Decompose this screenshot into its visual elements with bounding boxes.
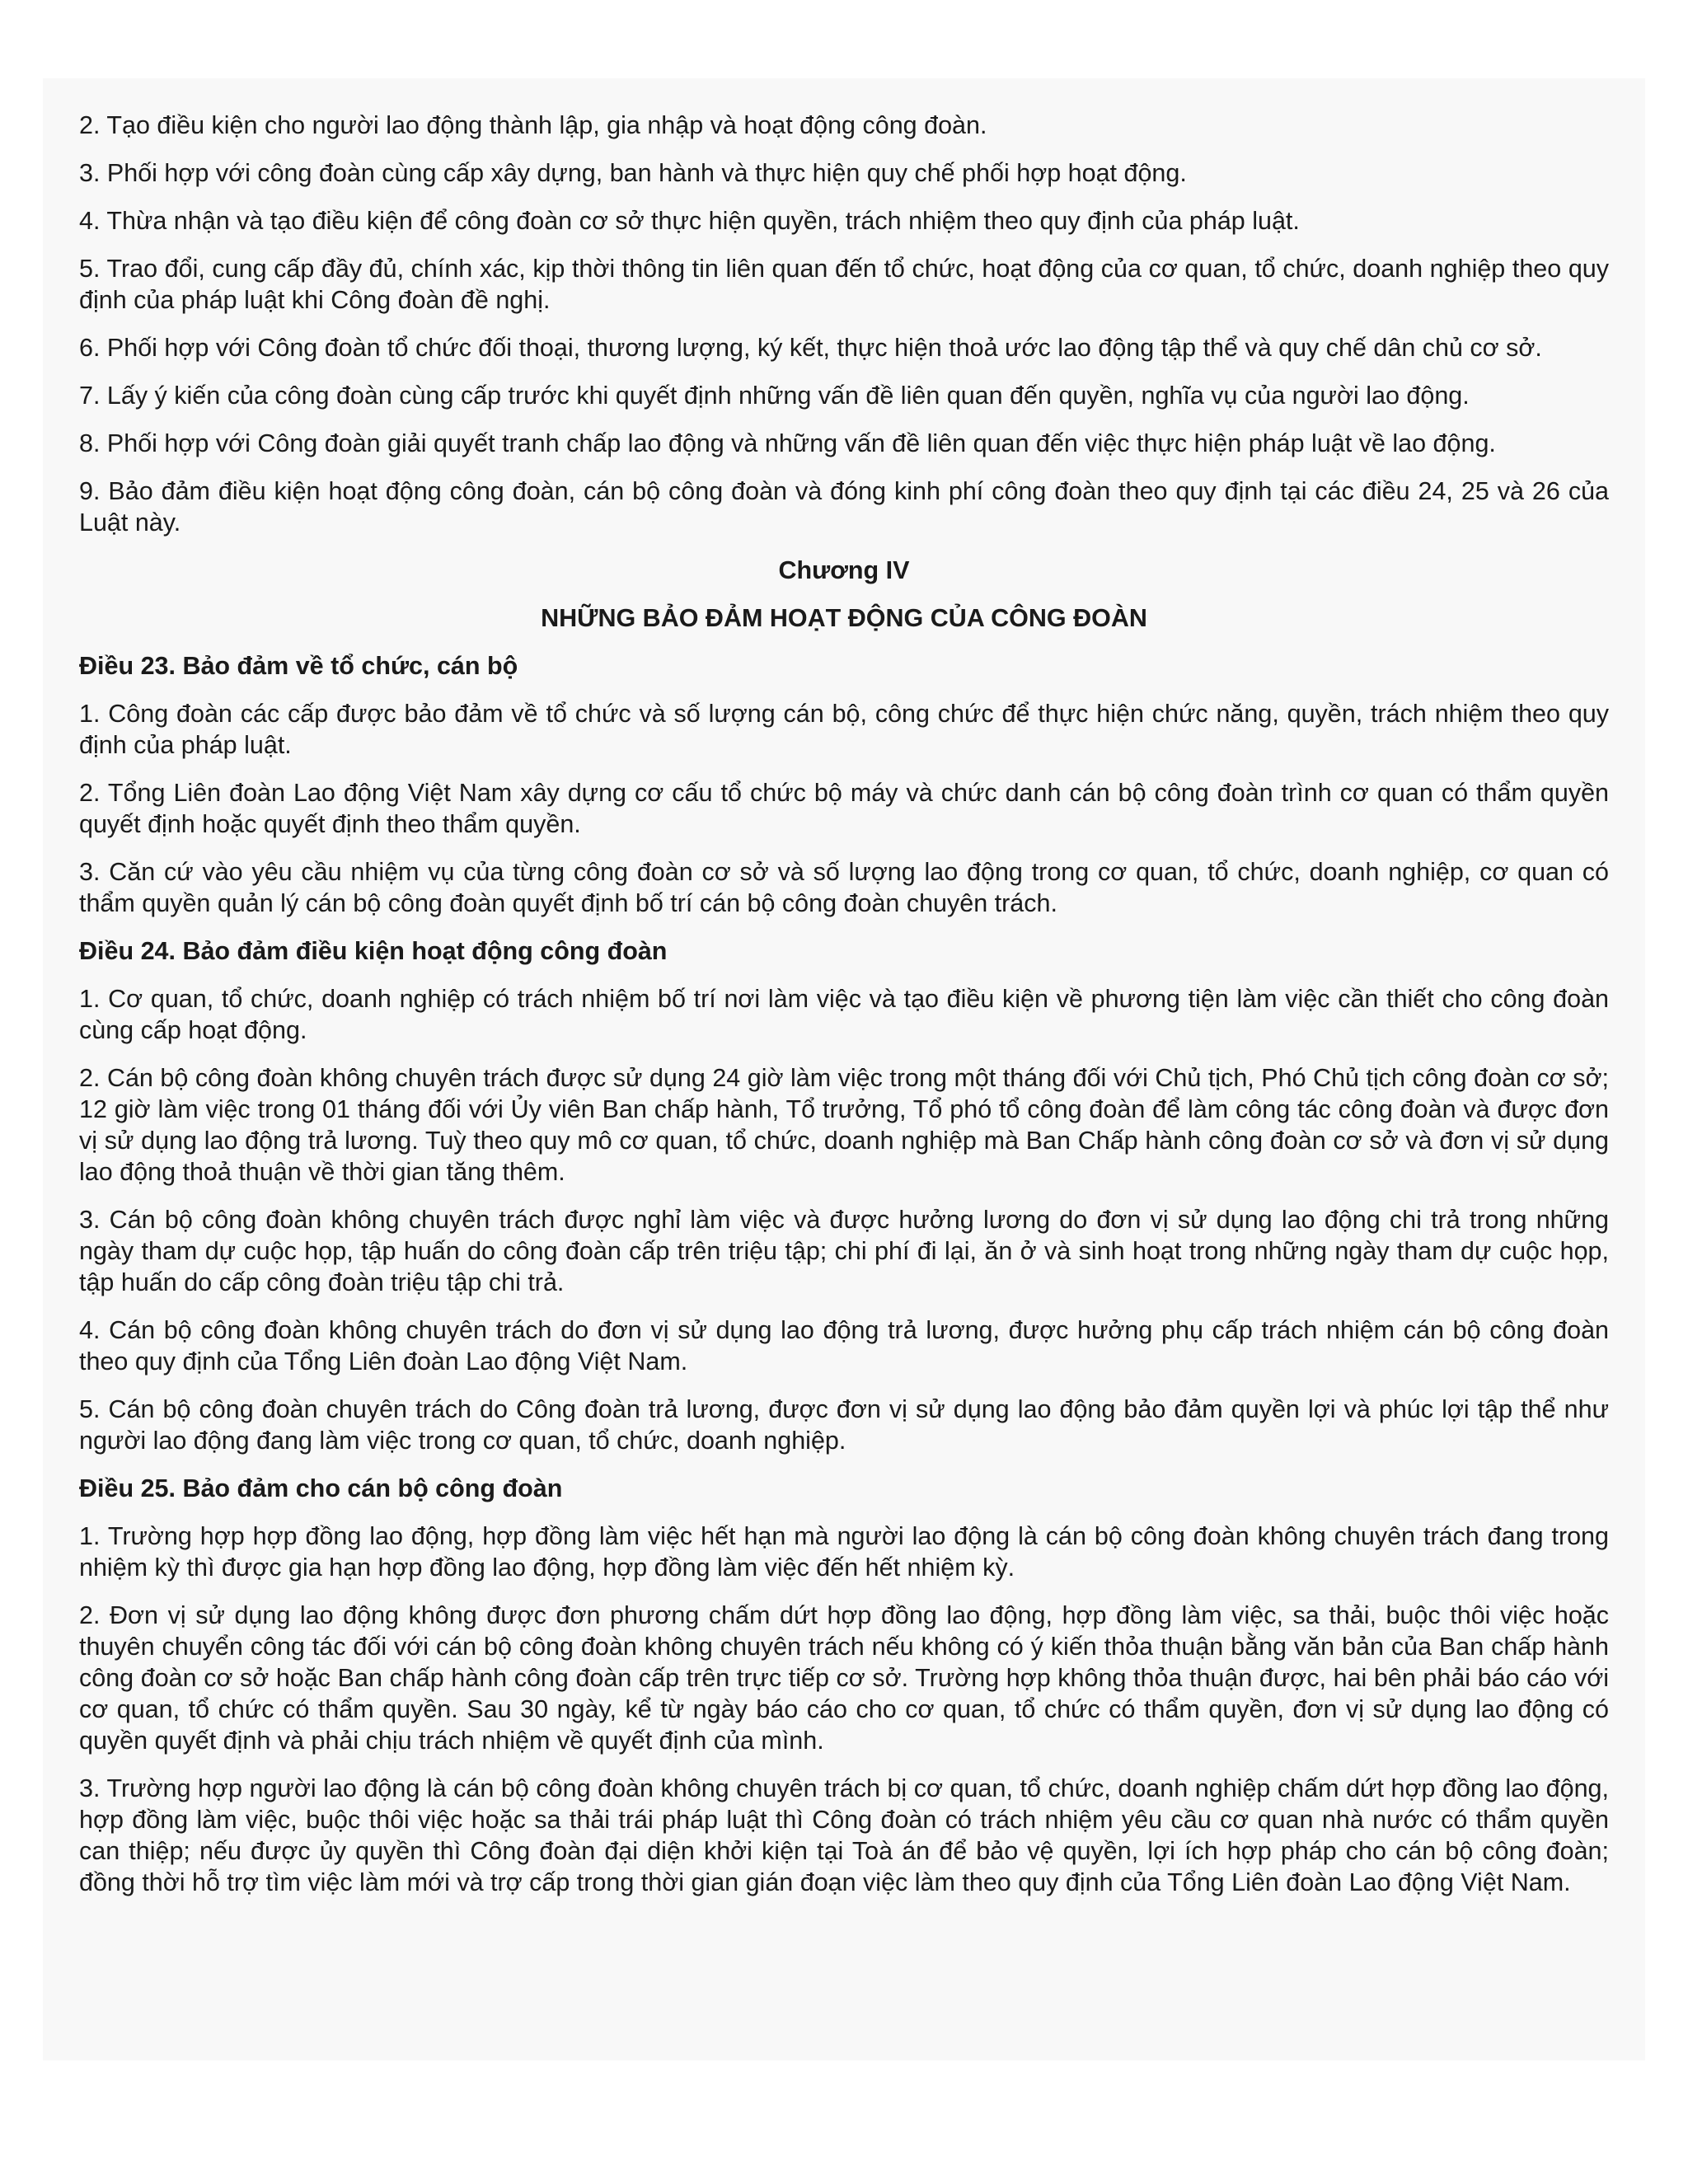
article-25-paragraph: 2. Đơn vị sử dụng lao động không được đơn phương chấm dứt hợp đồng lao động, hợp đồng làm việc, sa thải, buộc thôi việc hoặc thuyên chuyển công tác đối với cán bộ công đoàn không chuyên trách nếu không có ý kiến thỏa thuận bằng văn bản của Ban chấp hành công đoàn cơ sở hoặc Ban chấp hành công đoàn cấp trên trực tiếp cơ sở. Trường hợp không thỏa thuận được, hai bên phải báo cáo với cơ quan, tổ chức có thẩm quyền. Sau 30 ngày, kể từ ngày báo cáo cho cơ quan, tổ chức có thẩm quyền, đơn vị sử dụng lao động có quyền quyết định và phải chịu trách nhiệm về quyết định của mình. (79, 1601, 1609, 1755)
article-24-paragraph: 1. Cơ quan, tổ chức, doanh nghiệp có trách nhiệm bố trí nơi làm việc và tạo điều kiện về phương tiện làm việc cần thiết cho công đoàn cùng cấp hoạt động. (79, 985, 1609, 1044)
chapter-label: Chương IV (778, 556, 910, 584)
article-24-paragraph: 2. Cán bộ công đoàn không chuyên trách được sử dụng 24 giờ làm việc trong một tháng đối với Chủ tịch, Phó Chủ tịch công đoàn cơ sở; 12 giờ làm việc trong 01 tháng đối với Ủy viên Ban chấp hành, Tổ trưởng, Tổ phó tổ công đoàn để làm công tác công đoàn và được đơn vị sử dụng lao động trả lương. Tuỳ theo quy mô cơ quan, tổ chức, doanh nghiệp mà Ban Chấp hành công đoàn cơ sở và đơn vị sử dụng lao động thoả thuận về thời gian tăng thêm. (79, 1064, 1609, 1186)
list-item: 2. Tạo điều kiện cho người lao động thành lập, gia nhập và hoạt động công đoàn. (79, 111, 987, 139)
article-23-heading: Điều 23. Bảo đảm về tổ chức, cán bộ (79, 652, 518, 680)
article-25-heading: Điều 25. Bảo đảm cho cán bộ công đoàn (79, 1474, 563, 1502)
chapter-title: NHỮNG BẢO ĐẢM HOẠT ĐỘNG CỦA CÔNG ĐOÀN (541, 604, 1147, 632)
list-item: 5. Trao đổi, cung cấp đầy đủ, chính xác, kịp thời thông tin liên quan đến tổ chức, hoạt động của cơ quan, tổ chức, doanh nghiệp theo quy định của pháp luật khi Công đoàn đề nghị. (79, 255, 1609, 314)
list-item: 7. Lấy ý kiến của công đoàn cùng cấp trước khi quyết định những vấn đề liên quan đến quyền, nghĩa vụ của người lao động. (79, 382, 1470, 410)
article-24-paragraph: 5. Cán bộ công đoàn chuyên trách do Công đoàn trả lương, được đơn vị sử dụng lao động bảo đảm quyền lợi và phúc lợi tập thể như người lao động đang làm việc trong cơ quan, tổ chức, doanh nghiệp. (79, 1395, 1609, 1455)
document-page (43, 78, 1645, 2060)
article-23-paragraph: 2. Tổng Liên đoàn Lao động Việt Nam xây dựng cơ cấu tổ chức bộ máy và chức danh cán bộ công đoàn trình cơ quan có thẩm quyền quyết định hoặc quyết định theo thẩm quyền. (79, 779, 1609, 838)
list-item: 9. Bảo đảm điều kiện hoạt động công đoàn, cán bộ công đoàn và đóng kinh phí công đoàn theo quy định tại các điều 24, 25 và 26 của Luật này. (79, 477, 1609, 537)
article-24-paragraph: 3. Cán bộ công đoàn không chuyên trách được nghỉ làm việc và được hưởng lương do đơn vị sử dụng lao động chi trả trong những ngày tham dự cuộc họp, tập huấn do công đoàn cấp trên triệu tập; chi phí đi lại, ăn ở và sinh hoạt trong những ngày tham dự cuộc họp, tập huấn do cấp công đoàn triệu tập chi trả. (79, 1206, 1609, 1296)
list-item: 3. Phối hợp với công đoàn cùng cấp xây dựng, ban hành và thực hiện quy chế phối hợp hoạt động. (79, 159, 1187, 187)
article-25-paragraph: 3. Trường hợp người lao động là cán bộ công đoàn không chuyên trách bị cơ quan, tổ chức, doanh nghiệp chấm dứt hợp đồng lao động, hợp đồng làm việc, buộc thôi việc hoặc sa thải trái pháp luật thì Công đoàn có trách nhiệm yêu cầu cơ quan nhà nước có thẩm quyền can thiệp; nếu được ủy quyền thì Công đoàn đại diện khởi kiện tại Toà án để bảo vệ quyền, lợi ích hợp pháp cho cán bộ công đoàn; đồng thời hỗ trợ tìm việc làm mới và trợ cấp trong thời gian gián đoạn việc làm theo quy định của Tổng Liên đoàn Lao động Việt Nam. (79, 1774, 1609, 1896)
list-item: 4. Thừa nhận và tạo điều kiện để công đoàn cơ sở thực hiện quyền, trách nhiệm theo quy định của pháp luật. (79, 207, 1300, 235)
list-item: 8. Phối hợp với Công đoàn giải quyết tranh chấp lao động và những vấn đề liên quan đến việc thực hiện pháp luật về lao động. (79, 429, 1496, 457)
article-25-paragraph: 1. Trường hợp hợp đồng lao động, hợp đồng làm việc hết hạn mà người lao động là cán bộ công đoàn không chuyên trách đang trong nhiệm kỳ thì được gia hạn hợp đồng lao động, hợp đồng làm việc đến hết nhiệm kỳ. (79, 1522, 1609, 1582)
list-item: 6. Phối hợp với Công đoàn tổ chức đối thoại, thương lượng, ký kết, thực hiện thoả ước lao động tập thể và quy chế dân chủ cơ sở. (79, 334, 1542, 362)
article-24-paragraph: 4. Cán bộ công đoàn không chuyên trách do đơn vị sử dụng lao động trả lương, được hưởng phụ cấp trách nhiệm cán bộ công đoàn theo quy định của Tổng Liên đoàn Lao động Việt Nam. (79, 1316, 1609, 1376)
article-23-paragraph: 1. Công đoàn các cấp được bảo đảm về tổ chức và số lượng cán bộ, công chức để thực hiện chức năng, quyền, trách nhiệm theo quy định của pháp luật. (79, 700, 1609, 759)
article-24-heading: Điều 24. Bảo đảm điều kiện hoạt động công đoàn (79, 937, 668, 965)
article-23-paragraph: 3. Căn cứ vào yêu cầu nhiệm vụ của từng công đoàn cơ sở và số lượng lao động trong cơ quan, tổ chức, doanh nghiệp, cơ quan có thẩm quyền quản lý cán bộ công đoàn quyết định bố trí cán bộ công đoàn chuyên trách. (79, 858, 1609, 917)
